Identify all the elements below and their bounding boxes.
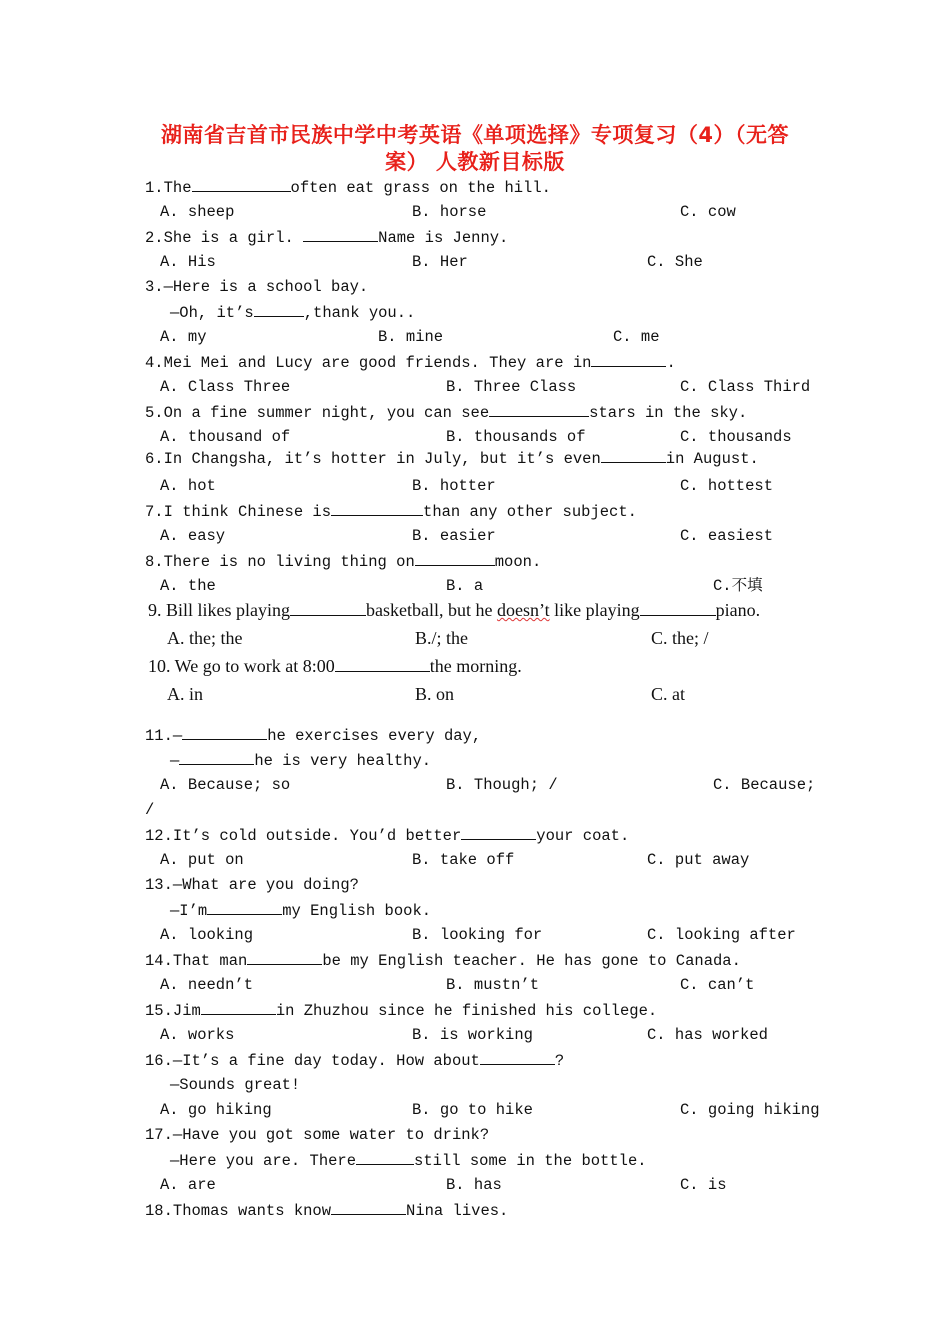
question-4-stem: 4.Mei Mei and Lucy are good friends. They are in . xyxy=(145,354,676,372)
question-17-stem-2: —Here you are. There still some in the bottle. xyxy=(170,1152,647,1170)
answer-blank xyxy=(201,1000,276,1015)
answer-blank xyxy=(591,352,666,367)
answer-blank xyxy=(601,448,666,463)
question-8-option-c: C.不填 xyxy=(713,577,763,595)
answer-blank xyxy=(356,1150,414,1165)
question-13-stem-2: —I’m my English book. xyxy=(170,902,432,920)
question-6-option-b: B. hotter xyxy=(412,477,496,495)
question-3-stem-1: 3.—Here is a school bay. xyxy=(145,278,369,296)
answer-blank xyxy=(331,501,423,516)
question-11-stem-2: — he is very healthy. xyxy=(170,752,432,770)
question-4-option-b: B. Three Class xyxy=(446,378,577,396)
question-3-option-b: B. mine xyxy=(378,328,444,346)
question-17-option-a: A. are xyxy=(160,1176,216,1194)
title-line-1: 湖南省吉首市民族中学中考英语《单项选择》专项复习（4）（无答 xyxy=(160,123,790,147)
question-13-option-c: C. looking after xyxy=(647,926,796,944)
question-16-stem-2: —Sounds great! xyxy=(170,1076,301,1094)
question-7-option-c: C. easiest xyxy=(680,527,774,545)
question-15-option-a: A. works xyxy=(160,1026,235,1044)
question-6-option-a: A. hot xyxy=(160,477,216,495)
question-13-stem-1: 13.—What are you doing? xyxy=(145,876,359,894)
answer-blank xyxy=(489,402,589,417)
question-12-option-b: B. take off xyxy=(412,851,515,869)
question-11-option-c-wrap: / xyxy=(145,801,155,819)
question-1-option-b: B. horse xyxy=(412,203,487,221)
question-17-stem-1: 17.—Have you got some water to drink? xyxy=(145,1126,490,1144)
question-3-option-c: C. me xyxy=(613,328,660,346)
answer-blank xyxy=(179,750,254,765)
question-10-option-c: C. at xyxy=(651,684,685,704)
question-7-option-a: A. easy xyxy=(160,527,226,545)
answer-blank xyxy=(461,825,536,840)
question-5-option-c: C. thousands xyxy=(680,428,792,446)
question-5-option-a: A. thousand of xyxy=(160,428,291,446)
question-16-option-c: C. going hiking xyxy=(680,1101,820,1119)
question-13-option-b: B. looking for xyxy=(412,926,543,944)
question-17-option-c: C. is xyxy=(680,1176,727,1194)
question-9-option-a: A. the; the xyxy=(167,628,243,648)
question-12-option-a: A. put on xyxy=(160,851,244,869)
question-11-option-c: C. Because; xyxy=(713,776,816,794)
question-10-option-b: B. on xyxy=(415,684,455,704)
question-16-option-b: B. go to hike xyxy=(412,1101,533,1119)
answer-blank xyxy=(207,900,282,915)
question-15-option-b: B. is working xyxy=(412,1026,533,1044)
question-18-stem: 18.Thomas wants know Nina lives. xyxy=(145,1202,509,1220)
question-14-option-c: C. can’t xyxy=(680,976,755,994)
answer-blank xyxy=(640,601,716,616)
question-14-option-a: A. needn’t xyxy=(160,976,254,994)
question-13-option-a: A. looking xyxy=(160,926,254,944)
answer-blank xyxy=(331,1200,406,1215)
question-7-option-b: B. easier xyxy=(412,527,496,545)
question-1-option-a: A. sheep xyxy=(160,203,235,221)
question-9-stem: 9. Bill likes playing basketball, but he doesn’t like playing piano. xyxy=(148,600,761,620)
question-12-option-c: C. put away xyxy=(647,851,750,869)
question-2-option-b: B. Her xyxy=(412,253,468,271)
question-15-stem: 15.Jim in Zhuzhou since he finished his college. xyxy=(145,1002,658,1020)
document-title xyxy=(120,122,830,176)
question-8-option-b: B. a xyxy=(446,577,484,595)
question-9-option-b: B./; the xyxy=(415,628,468,648)
question-2-option-a: A. His xyxy=(160,253,216,271)
question-9-option-c: C. the; / xyxy=(651,628,709,648)
question-3-stem-2: —Oh, it’s ,thank you.. xyxy=(170,304,416,322)
question-5-option-b: B. thousands of xyxy=(446,428,586,446)
question-14-stem: 14.That man be my English teacher. He has gone to Canada. xyxy=(145,952,741,970)
answer-blank xyxy=(303,227,378,242)
answer-blank xyxy=(254,302,304,317)
question-11-stem-1: 11.— he exercises every day, xyxy=(145,727,482,745)
question-16-stem-1: 16.—It’s a fine day today. How about ? xyxy=(145,1052,565,1070)
question-1-stem: 1.The often eat grass on the hill. xyxy=(145,179,551,197)
question-10-stem: 10. We go to work at 8:00 the morning. xyxy=(148,656,522,676)
answer-blank xyxy=(335,657,430,672)
question-8-option-a: A. the xyxy=(160,577,216,595)
question-1-option-c: C. cow xyxy=(680,203,736,221)
question-12-stem: 12.It’s cold outside. You’d better your coat. xyxy=(145,827,630,845)
question-3-option-a: A. my xyxy=(160,328,207,346)
question-10-option-a: A. in xyxy=(167,684,203,704)
question-14-option-b: B. mustn’t xyxy=(446,976,540,994)
question-2-option-c: C. She xyxy=(647,253,703,271)
answer-blank xyxy=(192,177,291,192)
question-11-option-a: A. Because; so xyxy=(160,776,291,794)
question-16-option-a: A. go hiking xyxy=(160,1101,272,1119)
question-7-stem: 7.I think Chinese is than any other subject. xyxy=(145,503,637,521)
answer-blank xyxy=(415,551,495,566)
question-6-option-c: C. hottest xyxy=(680,477,774,495)
answer-blank xyxy=(480,1050,555,1065)
question-2-stem: 2.She is a girl. Name is Jenny. xyxy=(145,229,509,247)
question-6-stem: 6.In Changsha, it’s hotter in July, but it’s even in August. xyxy=(145,450,759,468)
question-8-stem: 8.There is no living thing on moon. xyxy=(145,553,542,571)
question-17-option-b: B. has xyxy=(446,1176,502,1194)
question-4-option-a: A. Class Three xyxy=(160,378,291,396)
question-4-option-c: C. Class Third xyxy=(680,378,811,396)
question-15-option-c: C. has worked xyxy=(647,1026,768,1044)
answer-blank xyxy=(247,950,322,965)
question-5-stem: 5.On a fine summer night, you can see stars in the sky. xyxy=(145,404,748,422)
title-line-2: 案） 人教新目标版 xyxy=(385,150,565,174)
question-11-option-b: B. Though; / xyxy=(446,776,558,794)
answer-blank xyxy=(290,601,366,616)
answer-blank xyxy=(182,725,267,740)
